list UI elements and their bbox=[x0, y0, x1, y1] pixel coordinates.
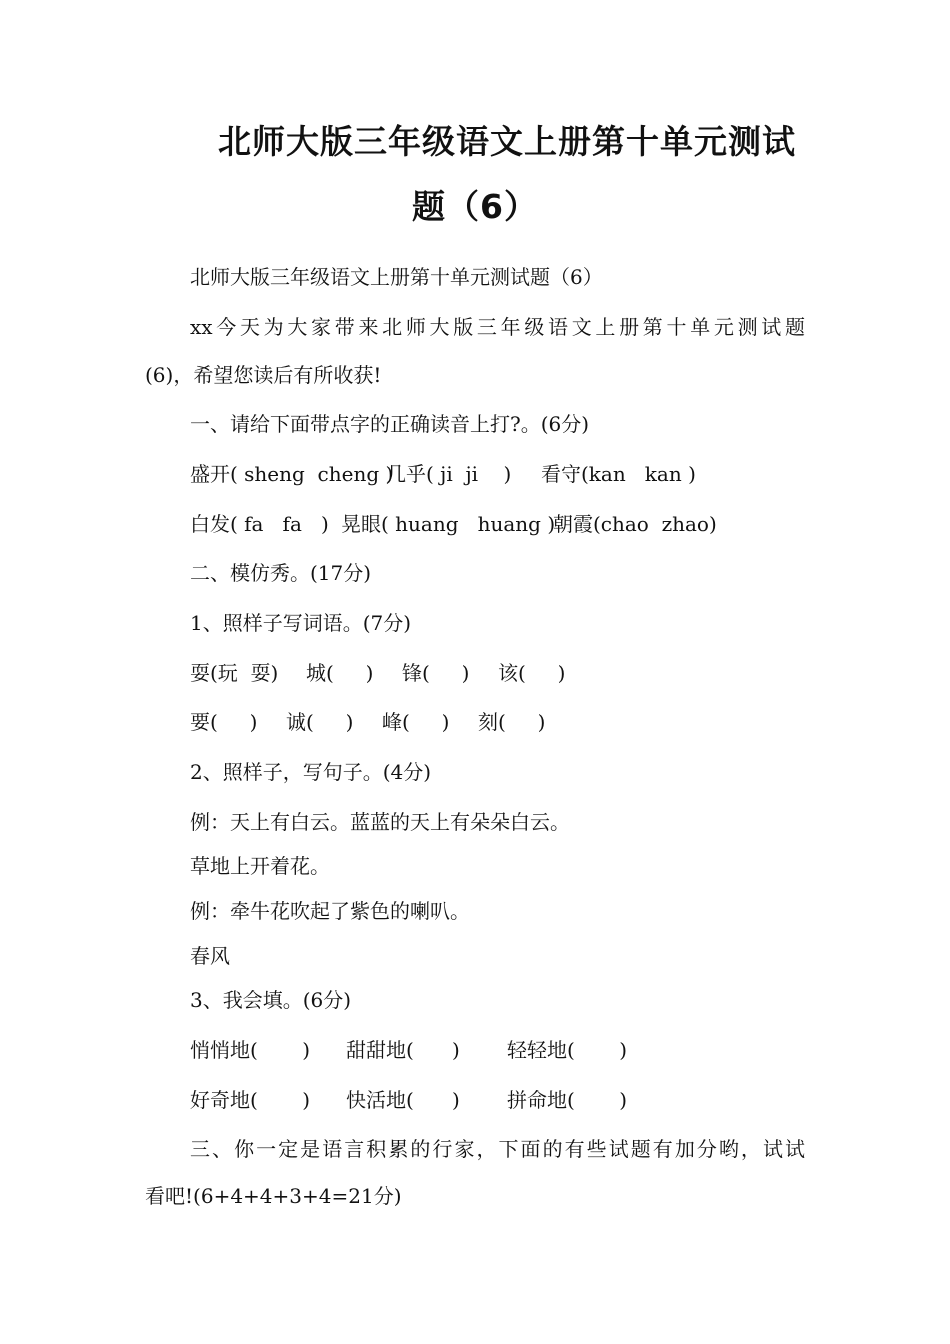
word-item: 锋( ) bbox=[402, 661, 470, 685]
intro-paragraph-line1: xx今天为大家带来北师大版三年级语文上册第十单元测试题 bbox=[190, 315, 805, 339]
q2-prompt2: 春风 bbox=[190, 944, 230, 968]
word-item: 诚( ) bbox=[286, 710, 354, 734]
word-item: 该( ) bbox=[498, 661, 566, 685]
word-item: 耍(玩 耍) bbox=[190, 661, 279, 685]
fill-item: 拼命地( ) bbox=[507, 1088, 628, 1112]
fill-item: 甜甜地( ) bbox=[346, 1038, 460, 1062]
word-item: 要( ) bbox=[190, 710, 258, 734]
pinyin-item: 白发( fa fa ) bbox=[190, 512, 329, 536]
fill-item: 好奇地( ) bbox=[190, 1088, 311, 1112]
word-item: 城( ) bbox=[306, 661, 374, 685]
fill-item: 轻轻地( ) bbox=[507, 1038, 628, 1062]
section1-heading: 一、请给下面带点字的正确读音上打?。(6分) bbox=[190, 412, 590, 436]
intro-paragraph-line2: (6)，希望您读后有所收获! bbox=[145, 363, 382, 387]
pinyin-item: 盛开( sheng cheng ) bbox=[190, 462, 394, 486]
q2-heading: 2、照样子，写句子。(4分) bbox=[190, 760, 432, 784]
section3-heading-line2: 看吧!(6+4+4+3+4=21分) bbox=[145, 1184, 402, 1208]
pinyin-item: 朝霞(chao zhao) bbox=[553, 512, 717, 536]
intro-repeat-title: 北师大版三年级语文上册第十单元测试题（6） bbox=[190, 265, 603, 289]
section2-heading: 二、模仿秀。(17分) bbox=[190, 561, 372, 585]
pinyin-item: 看守(kan kan ) bbox=[541, 462, 696, 486]
q2-prompt1: 草地上开着花。 bbox=[190, 854, 330, 878]
q1-heading: 1、照样子写词语。(7分) bbox=[190, 611, 412, 635]
document-title-line1: 北师大版三年级语文上册第十单元测试 bbox=[218, 122, 796, 161]
q2-example2: 例：牵牛花吹起了紫色的喇叭。 bbox=[190, 899, 470, 923]
fill-item: 悄悄地( ) bbox=[190, 1038, 311, 1062]
word-item: 刻( ) bbox=[478, 710, 546, 734]
section3-heading-line1: 三、你一定是语言积累的行家，下面的有些试题有加分哟，试试 bbox=[190, 1137, 805, 1161]
pinyin-item: 晃眼( huang huang ) bbox=[341, 512, 556, 536]
document-title-line2: 题（6） bbox=[412, 187, 538, 226]
pinyin-item: 几乎( ji ji ) bbox=[386, 462, 512, 486]
q2-example1: 例：天上有白云。蓝蓝的天上有朵朵白云。 bbox=[190, 810, 570, 834]
fill-item: 快活地( ) bbox=[346, 1088, 460, 1112]
q3-heading: 3、我会填。(6分) bbox=[190, 988, 352, 1012]
word-item: 峰( ) bbox=[382, 710, 450, 734]
